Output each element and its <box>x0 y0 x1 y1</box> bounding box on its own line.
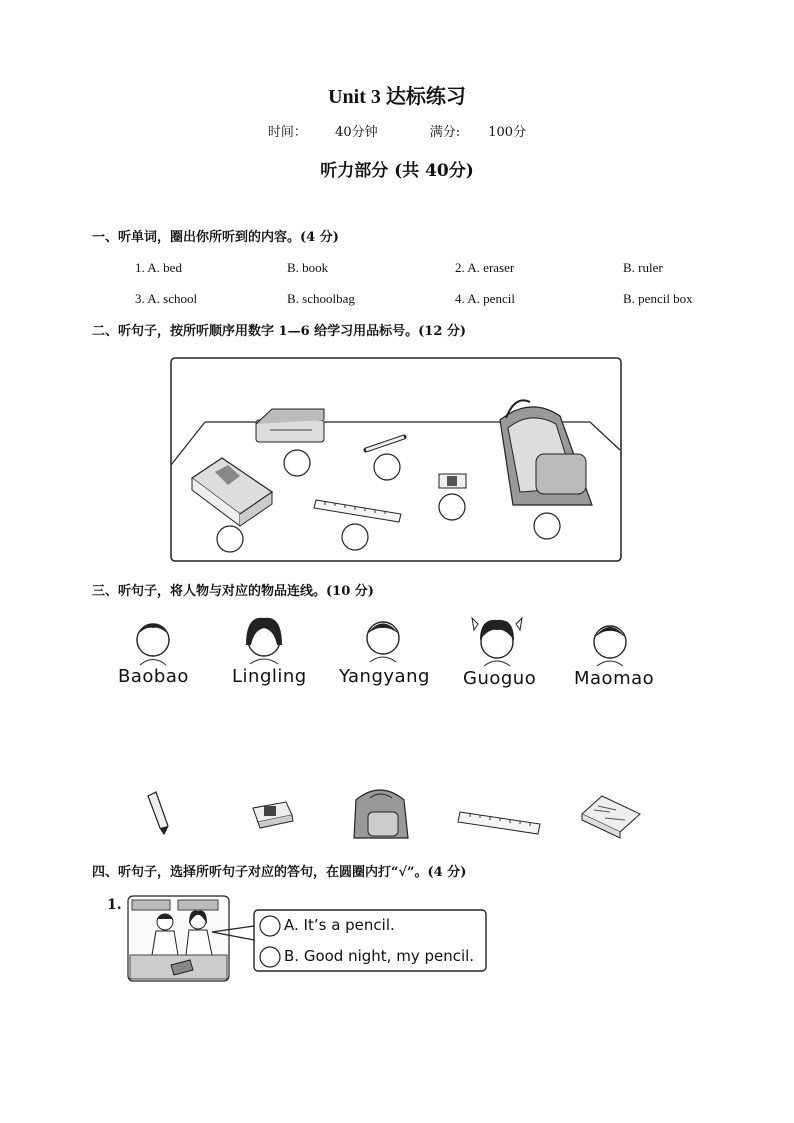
character-name: Yangyang <box>339 666 430 687</box>
q1-option[interactable]: B. schoolbag <box>287 291 355 306</box>
q2-instruction: 二、听句子，按所听顺序用数字 1—6 给学习用品标号。(12 分) <box>92 324 467 339</box>
q4-item-number: 1. <box>107 897 122 913</box>
q4-option-a[interactable]: A. It’s a pencil. <box>284 916 395 934</box>
q1-option[interactable]: 3. A. school <box>135 291 198 306</box>
section-title: 听力部分 (共 40分) <box>320 161 474 181</box>
character-name: Baobao <box>118 666 189 687</box>
q1-option[interactable]: 1. A. bed <box>135 260 182 275</box>
score-value: 100分 <box>488 125 527 140</box>
q1-instruction: 一、听单词，圈出你所听到的内容。(4 分) <box>92 230 339 245</box>
answer-circle[interactable] <box>260 916 280 936</box>
character-name: Maomao <box>574 668 655 689</box>
q1-option[interactable]: 4. A. pencil <box>455 291 515 306</box>
time-value: 40分钟 <box>335 125 378 140</box>
answer-circle[interactable] <box>260 947 280 967</box>
character-name: Lingling <box>232 666 307 687</box>
page-title: Unit 3 达标练习 <box>328 86 466 108</box>
q4-instruction: 四、听句子，选择所听句子对应的答句，在圆圈内打“√”。(4 分) <box>92 865 467 880</box>
score-label: 满分: <box>429 125 461 140</box>
q1-option[interactable]: B. pencil box <box>623 291 693 306</box>
q3-instruction: 三、听句子，将人物与对应的物品连线。(10 分) <box>92 584 374 599</box>
character-name: Guoguo <box>463 668 537 689</box>
q1-option[interactable]: B. ruler <box>623 260 663 275</box>
time-label: 时间： <box>267 125 307 140</box>
q4-option-b[interactable]: B. Good night, my pencil. <box>284 947 475 965</box>
q1-option[interactable]: 2. A. eraser <box>455 260 515 275</box>
q1-option[interactable]: B. book <box>287 260 329 275</box>
